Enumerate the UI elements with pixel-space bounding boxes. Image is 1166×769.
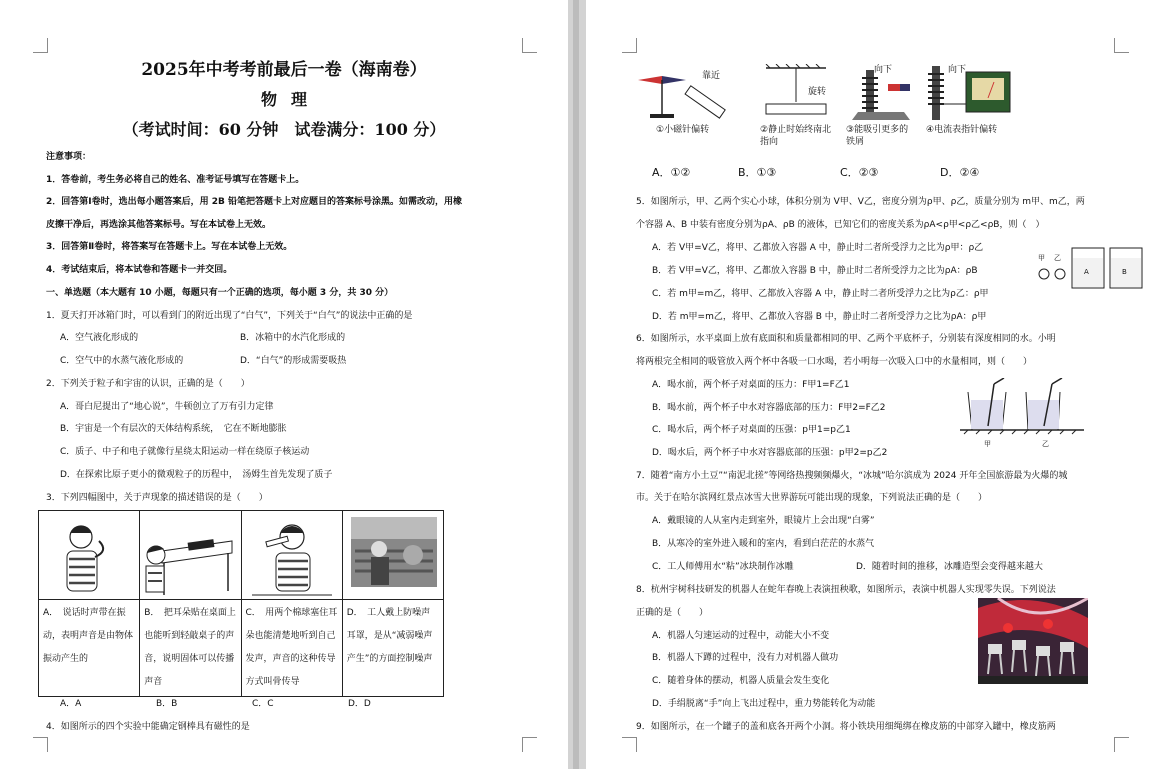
q7-stem: 7．随着“南方小土豆”“南泥北搓”等网络热搜频频爆火，“冰城”哈尔滨成为 2024 开年全国旅游最为火爆的城 bbox=[636, 471, 1068, 481]
coil-ammeter-figure bbox=[926, 62, 1026, 124]
q3-option: D．D bbox=[348, 699, 371, 709]
note-item: 4．考试结束后，将本试卷和答题卡一并交回。 bbox=[46, 265, 233, 275]
q3-option: C．C bbox=[252, 699, 274, 709]
q3-figure-table bbox=[38, 510, 444, 697]
q1-option: A．空气液化形成的 bbox=[60, 333, 139, 343]
q5-option: C．若 m甲=m乙，将甲、乙都放入容器 A 中，静止时二者所受浮力之比为ρ乙：ρ甲 bbox=[652, 289, 989, 299]
q3-cell-b-text: B． 把耳朵贴在桌面上也能听到轻敲桌子的声音，说明固体可以传播声音 bbox=[144, 608, 236, 687]
compass-needle-figure bbox=[638, 66, 738, 122]
boy-talking-image bbox=[39, 511, 139, 600]
exam-subject: 物理 bbox=[260, 90, 321, 109]
q3-cell-d bbox=[342, 511, 443, 697]
note-item: 1．答卷前，考生务必将自己的姓名、准考证号填写在答题卡上。 bbox=[46, 175, 305, 185]
q4-option: D．②④ bbox=[940, 166, 980, 179]
q8-option: D．手绢脱离“手”向上飞出过程中，重力势能转化为动能 bbox=[652, 699, 876, 709]
q4-caption: ③能吸引更多的铁屑 bbox=[846, 125, 909, 147]
q4-option: B．①③ bbox=[738, 166, 777, 179]
q5-option: D．若 m甲=m乙，将甲、乙都放入容器 B 中，静止时二者所受浮力之比为ρA：ρ甲 bbox=[652, 312, 987, 322]
q7-option: C．工人师傅用水“粘”冰块制作冰雕 bbox=[652, 562, 794, 572]
exam-title: 2025年中考考前最后一卷（海南卷） bbox=[141, 60, 427, 80]
section-heading: 一、单选题（本大题有 10 小题，每题只有一个正确的选项，每小题 3 分，共 30 分） bbox=[46, 288, 394, 298]
q2-option: C．质子、中子和电子就像行星绕太阳运动一样在绕原子核运动 bbox=[60, 447, 310, 457]
notes-heading: 注意事项： bbox=[46, 152, 92, 162]
q6-cup-label: 乙 bbox=[1042, 440, 1049, 448]
q2-option: A．哥白尼提出了“地心说”，牛顿创立了万有引力定律 bbox=[60, 402, 274, 412]
q5-beaker-label: A bbox=[1084, 268, 1089, 276]
q6-stem: 将两根完全相同的吸管放入两个杯中各吸一口水喝，若小明每一次吸入口中的水量相同，则（ ） bbox=[636, 357, 1033, 367]
q3-option: B．B bbox=[156, 699, 178, 709]
q8-stem: 8．杭州宇树科技研发的机器人在蛇年春晚上表演扭秧歌，如图所示，表演中机器人实现零失误。下列说法 bbox=[636, 585, 1056, 595]
q3-cell-b bbox=[140, 511, 241, 697]
q8-option: B．机器人下蹲的过程中，没有力对机器人做功 bbox=[652, 653, 839, 663]
q3-cell-a-text: A． 说话时声带在振动，表明声音是由物体振动产生的 bbox=[43, 608, 134, 664]
note-item: 2．回答第Ⅰ卷时，选出每小题答案后，用 2B 铅笔把答题卡上对应题目的答案标号涂黑。如需改动，用橡 bbox=[46, 197, 463, 207]
note-item: 皮擦干净后，再选涂其他答案标号。写在本试卷上无效。 bbox=[46, 220, 272, 230]
crop-mark bbox=[1114, 737, 1129, 752]
q3-cell-d-text: D． 工人戴上防噪声耳罩，是从“减弱噪声产生”的方面控制噪声 bbox=[346, 608, 433, 664]
q7-option: A．戴眼镜的人从室内走到室外，眼镜片上会出现“白雾” bbox=[652, 516, 875, 526]
q6-option: B．喝水前，两个杯子中水对容器底部的压力：F甲2=F乙2 bbox=[652, 403, 886, 413]
approach-label: 靠近 bbox=[702, 71, 721, 81]
q5-ball-label: 乙 bbox=[1054, 254, 1061, 262]
q3-option: A．A bbox=[60, 699, 82, 709]
note-item: 3．回答第Ⅱ卷时，将答案写在答题卡上。写在本试卷上无效。 bbox=[46, 242, 293, 252]
crop-mark bbox=[33, 38, 48, 53]
right-page bbox=[586, 0, 1166, 769]
rotate-label: 旋转 bbox=[808, 87, 827, 97]
q6-stem: 6．如图所示，水平桌面上放有底面积和质量都相同的甲、乙两个平底杯子，分别装有深度相同的水。小明 bbox=[636, 334, 1056, 344]
q9-stem: 9．如图所示，在一个罐子的盖和底各开两个小洞。将小铁块用细绳绑在橡皮筋的中部穿入罐中，橡皮筋两 bbox=[636, 722, 1056, 732]
q7-option: D．随着时间的推移，冰雕造型会变得越来越大 bbox=[856, 562, 1043, 572]
q5-stem: 个容器 A、B 中装有密度分别为ρA、ρB 的液体，已知它们的密度关系为ρA<ρ甲<ρ乙<ρB，则（ ） bbox=[636, 220, 1045, 230]
ear-on-table-image bbox=[140, 511, 240, 600]
q2-option: D．在探索比原子更小的微观粒子的历程中， 汤姆生首先发现了质子 bbox=[60, 470, 333, 480]
q5-option: B．若 V甲=V乙，将甲、乙都放入容器 B 中，静止时二者所受浮力之比为ρA：ρB bbox=[652, 266, 978, 276]
q8-option: A．机器人匀速运动的过程中，动能大小不变 bbox=[652, 631, 830, 641]
crop-mark bbox=[1114, 38, 1129, 53]
q5-stem: 5．如图所示，甲、乙两个实心小球，体积分别为 V甲、V乙，密度分别为ρ甲、ρ乙，质量分别为 m甲、m乙，两 bbox=[636, 197, 1085, 207]
page-gap-bar bbox=[573, 0, 579, 769]
q5-beaker-label: B bbox=[1122, 268, 1127, 276]
q6-option: A．喝水前，两个杯子对桌面的压力：F甲1=F乙1 bbox=[652, 380, 850, 390]
crop-mark bbox=[522, 38, 537, 53]
q1-option: B．冰箱中的水汽化形成的 bbox=[240, 333, 346, 343]
q1-option: D．“白气”的形成需要吸热 bbox=[240, 356, 347, 366]
factory-worker-image bbox=[343, 511, 443, 600]
robot-dance-photo bbox=[978, 598, 1088, 684]
down-label-3: 向下 bbox=[874, 65, 893, 75]
q1-option: C．空气中的水蒸气液化形成的 bbox=[60, 356, 184, 366]
crop-mark bbox=[622, 38, 637, 53]
q4-caption: ②静止时始终南北指向 bbox=[760, 125, 832, 147]
q6-cup-label: 甲 bbox=[984, 440, 991, 448]
q8-stem: 正确的是（ ） bbox=[636, 608, 709, 618]
q3-cell-c-text: C． 用两个棉球塞住耳朵也能清楚地听到自己发声，声音的这种传导方式叫骨传导 bbox=[245, 608, 338, 687]
page-gap bbox=[568, 0, 586, 769]
q3-cell-a bbox=[39, 511, 140, 697]
crop-mark bbox=[522, 737, 537, 752]
crop-mark bbox=[622, 737, 637, 752]
q3-cell-c bbox=[241, 511, 342, 697]
q1-stem: 1．夏天打开冰箱门时，可以看到门的附近出现了“白气”，下列关于“白气”的说法中正确的是 bbox=[46, 311, 413, 321]
boy-eating-image bbox=[242, 511, 342, 600]
crop-mark bbox=[33, 737, 48, 752]
q5-option: A．若 V甲=V乙，将甲、乙都放入容器 A 中，静止时二者所受浮力之比为ρ甲：ρ乙 bbox=[652, 243, 984, 253]
q7-option: B．从寒冷的室外进入暖和的室内，看到白茫茫的水蒸气 bbox=[652, 539, 875, 549]
q2-stem: 2．下列关于粒子和宇宙的认识，正确的是（ ） bbox=[46, 379, 250, 389]
q4-caption: ④电流表指针偏转 bbox=[926, 125, 998, 135]
q3-stem: 3．下列四幅图中，关于声现象的描述错误的是（ ） bbox=[46, 493, 268, 503]
q2-option: B．宇宙是一个有层次的天体结构系统， 它在不断地膨胀 bbox=[60, 424, 287, 434]
q6-option: D．喝水后，两个杯子中水对容器底部的压强：p甲2=p乙2 bbox=[652, 448, 888, 458]
exam-info: （考试时间：60 分钟 试卷满分：100 分） bbox=[122, 120, 446, 139]
q5-ball-label: 甲 bbox=[1038, 254, 1045, 262]
q6-cups-figure bbox=[960, 378, 1084, 440]
q7-stem: 市。关于在哈尔滨网红景点冰雪大世界游玩可能出现的现象，下列说法正确的是（ ） bbox=[636, 493, 988, 503]
left-page bbox=[0, 0, 568, 769]
down-label-4: 向下 bbox=[948, 65, 967, 75]
q4-stem: 4．如图所示的四个实验中能确定钢棒具有磁性的是 bbox=[46, 722, 250, 732]
q4-option: A．①② bbox=[652, 166, 691, 179]
q6-option: C．喝水后，两个杯子对桌面的压强：p甲1=p乙1 bbox=[652, 425, 851, 435]
q8-option: C．随着身体的摆动，机器人质量会发生变化 bbox=[652, 676, 830, 686]
q4-option: C．②③ bbox=[840, 166, 879, 179]
q4-caption: ①小磁针偏转 bbox=[656, 125, 710, 135]
